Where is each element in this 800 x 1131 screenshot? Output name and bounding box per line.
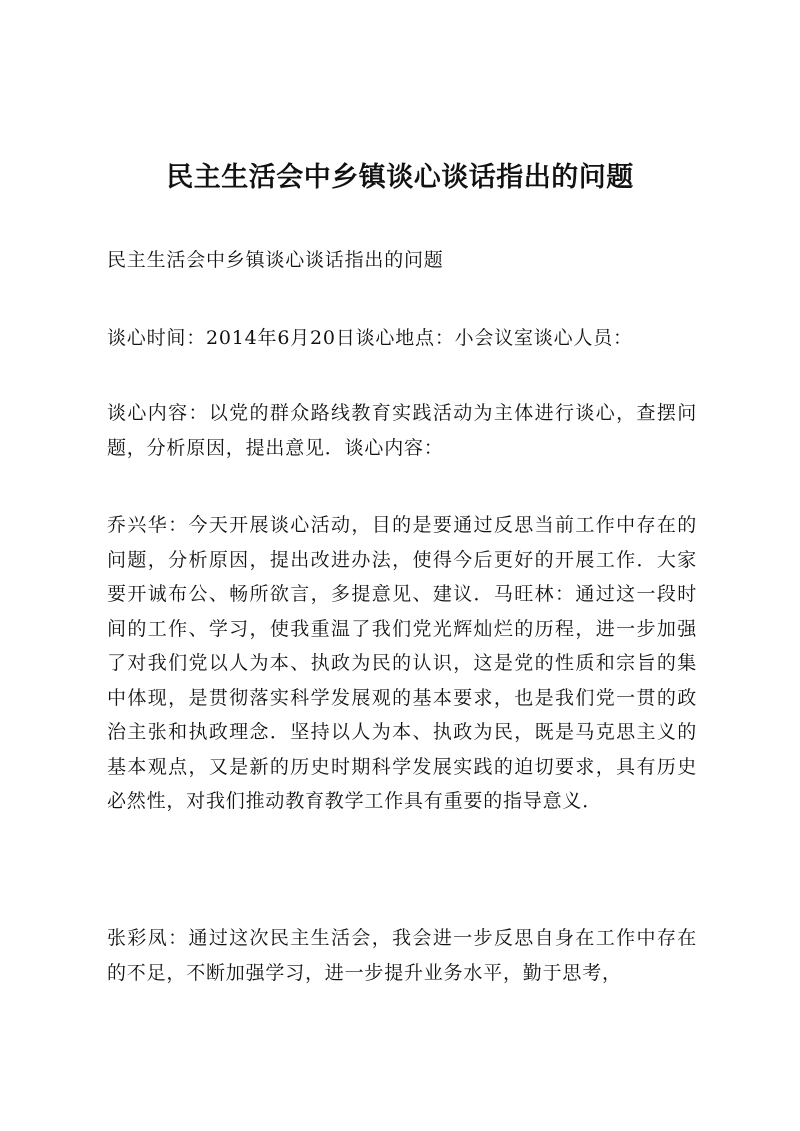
paragraph-speech-zhang: 张彩凤：通过这次民主生活会，我会进一步反思自身在工作中存在的不足，不断加强学习，进一步提升业务水平，勤于思考， [107, 927, 697, 984]
paragraph-talk-content: 谈心内容：以党的群众路线教育实践活动为主体进行谈心，查摆问题，分析原因，提出意见．谈心内容： [107, 402, 697, 459]
paragraph-speech-qiao-ma: 乔兴华：今天开展谈心活动，目的是要通过反思当前工作中存在的问题，分析原因，提出改进办法，使得今后更好的开展工作．大家要开诚布公、畅所欲言，多提意见、建议．马旺林：通过这一段时间的工作、学习，使我重温了我们党光辉灿烂的历程，进一步加强了对我们党以人为本、执政为民的认识，这是党的性质和宗旨的集中体现，是贯彻落实科学发展观的基本要求，也是我们党一贯的政治主张和执政理念．坚持以人为本、执政为民，既是马克思主义的基本观点，又是新的历史时期科学发展实践的迫切要求，具有历史必然性，对我们推动教育教学工作具有重要的指导意义． [107, 514, 697, 812]
paragraph-meeting-info: 谈心时间：2014年6月20日谈心地点：小会议室谈心人员： [107, 327, 633, 349]
paragraph-subtitle: 民主生活会中乡镇谈心谈话指出的问题 [107, 249, 444, 271]
document-title: 民主生活会中乡镇谈心谈话指出的问题 [166, 162, 634, 193]
